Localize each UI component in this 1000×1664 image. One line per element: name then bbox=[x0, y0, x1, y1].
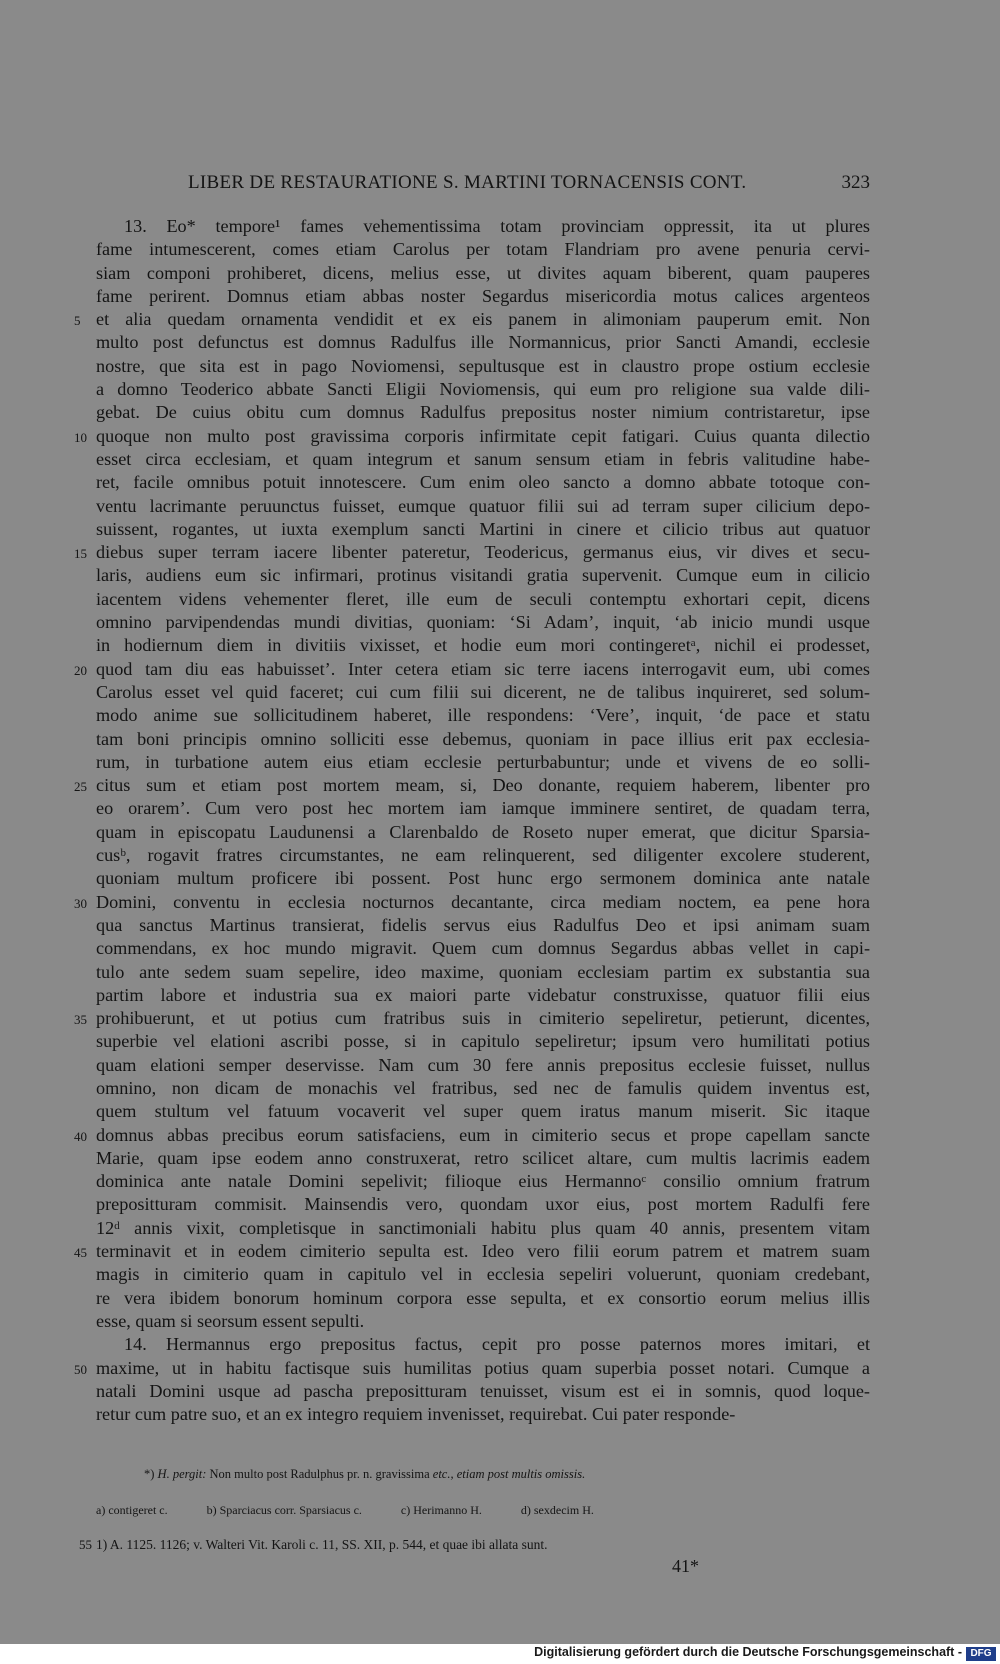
line-text: superbie vel elationi ascribi posse, si in capitulo sepeliretur; ipsum vero humilitati potius bbox=[96, 1031, 870, 1052]
text-line bbox=[96, 961, 870, 984]
text-line bbox=[96, 588, 870, 611]
line-text: eo orarem’. Cum vero post hec mortem iam iamque imminere sentiret, de quadam terra, bbox=[96, 798, 870, 819]
text-line bbox=[96, 378, 870, 401]
footnote-1-text: 1) A. 1125. 1126; v. Walteri Vit. Karoli c. 11, SS. XII, p. 544, et quae ibi allata sunt. bbox=[96, 1537, 548, 1552]
footnote-d: d) sexdecim H. bbox=[520, 1503, 594, 1517]
text-line bbox=[96, 797, 870, 820]
text-line bbox=[96, 285, 870, 308]
line-number: 45 bbox=[74, 1245, 87, 1261]
text-line bbox=[96, 495, 870, 518]
line-text: iacentem videns vehementer fleret, ille eum de seculi contemptu exhortari cepit, dicens bbox=[96, 588, 870, 609]
text-line bbox=[96, 704, 870, 727]
text-line bbox=[96, 1193, 870, 1216]
footer-bar bbox=[0, 1644, 1000, 1664]
line-text: partim labore et industria sua ex maiori parte videbatur construxisse, quatuor filii eius bbox=[96, 984, 870, 1005]
line-text: maxime, ut in habitu factisque suis humilitas potius quam superbia posset notari. Cumque a bbox=[96, 1357, 870, 1378]
text-line bbox=[96, 331, 870, 354]
line-text: quam elationi semper deservisse. Nam cum 30 fere annis prepositus ecclesie fuisset, nullus bbox=[96, 1054, 870, 1075]
line-text: esset circa ecclesiam, et quam integrum et sanum sensum etiam in febris valitudine habe- bbox=[96, 448, 870, 469]
line-number: 5 bbox=[74, 313, 81, 329]
line-text: esse, quam si seorsum essent sepulti. bbox=[96, 1310, 365, 1331]
line-text: ventu lacrimante peruunctus fuisset, eumque quatuor filii sui ad terram super cilicium depo- bbox=[96, 495, 870, 516]
text-line bbox=[74, 308, 870, 331]
text-line bbox=[96, 355, 870, 378]
line-text: gebat. De cuius obitu cum domnus Radulfus prepositus noster nimium contristaretur, ipse bbox=[96, 402, 870, 423]
text-line bbox=[96, 238, 870, 261]
line-number: 20 bbox=[74, 662, 87, 678]
text-line bbox=[96, 1054, 870, 1077]
text-line bbox=[96, 1403, 870, 1426]
text-line bbox=[96, 728, 870, 751]
line-text: fame intumescerent, comes etiam Carolus per totam Flandriam pro avene penuria cervi- bbox=[96, 239, 870, 260]
running-header bbox=[180, 172, 870, 202]
line-text: nostre, que sita est in pago Noviomensi, sepultusque est in claustro prope ostium ecclesie bbox=[96, 355, 870, 376]
line-text: tulo ante sedem suam sepelire, ideo maxime, quoniam ecclesiam partim ex substantia sua bbox=[96, 961, 870, 982]
text-line bbox=[96, 564, 870, 587]
text-line bbox=[96, 751, 870, 774]
line-text: a domno Teoderico abbate Sancti Eligii Noviomensis, qui eum pro religione sua valde dili- bbox=[96, 379, 870, 400]
text-line bbox=[96, 1077, 870, 1100]
line-number: 10 bbox=[74, 429, 87, 445]
text-line bbox=[96, 984, 870, 1007]
line-text: quoque non multo post gravissima corporis infirmitate cepit fatigari. Cuius quanta dilectio bbox=[96, 425, 870, 446]
line-text: Carolus esset vel quid faceret; cui cum filii sui dicerent, ne de talibus inquireret, sed solum- bbox=[96, 681, 870, 702]
text-line bbox=[74, 541, 870, 564]
text-line bbox=[96, 634, 870, 657]
line-text: suissent, rogantes, ut iuxta exemplum sancti Martini in cinere et cilicio tribus aut quatuor bbox=[96, 518, 870, 539]
text-line bbox=[96, 215, 870, 238]
header-title: LIBER DE RESTAURATIONE S. MARTINI TORNACENSIS CONT. bbox=[188, 172, 747, 193]
line-number: 40 bbox=[74, 1128, 87, 1144]
line-text: dominica ante natale Domini sepelivit; filioque eius Hermannoᶜ consilio omnium fratrum bbox=[96, 1171, 870, 1192]
text-line bbox=[96, 1380, 870, 1403]
text-line bbox=[96, 914, 870, 937]
line-text: multo post defunctus est domnus Radulfus ille Normannicus, prior Sancti Amandi, ecclesie bbox=[96, 332, 870, 353]
text-line bbox=[74, 774, 870, 797]
footnote-a: a) contigeret c. bbox=[96, 1503, 168, 1517]
line-text: Marie, quam ipse eodem anno construxerat, retro scilicet altare, cum multis lacrimis eadem bbox=[96, 1147, 870, 1168]
line-text: retur cum patre suo, et an ex integro requiem invenisset, requirebat. Cui pater responde- bbox=[96, 1404, 736, 1425]
text-line bbox=[74, 891, 870, 914]
text-line bbox=[96, 821, 870, 844]
text-line bbox=[74, 1240, 870, 1263]
line-text: omnino, non dicam de monachis vel fratribus, sed nec de famulis quidem inventus est, bbox=[96, 1077, 870, 1098]
line-number: 55 bbox=[79, 1537, 92, 1552]
text-line bbox=[74, 425, 870, 448]
text-line bbox=[96, 681, 870, 704]
line-text: omnino parvipendendas mundi divitias, quoniam: ‘Si Adam’, inquit, ‘ab inicio mundi usque bbox=[96, 612, 870, 633]
line-text: prohibuerunt, et ut potius cum fratribus suis in cimiterio sepeliretur, petierunt, dicentes, bbox=[96, 1008, 870, 1029]
line-text: laris, audiens eum sic infirmari, protinus visitandi gratia supervenit. Cumque eum in cilicio bbox=[96, 565, 870, 586]
dfg-logo: DFG bbox=[966, 1647, 996, 1661]
footnote-star-source: H. pergit: bbox=[157, 1467, 207, 1481]
footnote-variants bbox=[96, 1503, 870, 1518]
line-text: modo anime sue sollicitudinem haberet, ille respondens: ‘Vere’, inquit, ‘de pace et statu bbox=[96, 705, 870, 726]
text-line bbox=[96, 1217, 870, 1240]
line-text: ret, facile omnibus potuit innotescere. Cum enim oleo sancto a domno abbate totoque con- bbox=[96, 472, 870, 493]
line-text: 14. Hermannus ergo prepositus factus, cepit pro posse paternos mores imitari, et bbox=[124, 1334, 870, 1355]
signature-mark: 41* bbox=[672, 1556, 699, 1576]
line-number: 35 bbox=[74, 1012, 87, 1028]
text-line bbox=[96, 262, 870, 285]
text-line bbox=[96, 401, 870, 424]
line-text: re vera ibidem bonorum hominum corpora esse sepulta, et ex consortio eorum melius illis bbox=[96, 1287, 870, 1308]
line-text: commendans, ex hoc mundo migravit. Quem cum domnus Segardus abbas vellet in capi- bbox=[96, 938, 870, 959]
line-number: 25 bbox=[74, 779, 87, 795]
text-line bbox=[96, 471, 870, 494]
text-line bbox=[96, 1333, 870, 1356]
line-text: rum, in turbatione autem eius etiam ecclesie perturbabuntur; unde et vivens de eo solli- bbox=[96, 751, 870, 772]
text-line bbox=[96, 1170, 870, 1193]
text-line bbox=[96, 1263, 870, 1286]
line-text: terminavit et in eodem cimiterio sepulta est. Ideo vero filii eorum patrem et matrem suam bbox=[96, 1241, 870, 1262]
line-text: in hodiernum diem in divitiis vixisset, et hodie eum mori contingeretᵃ, nichil ei prodesset, bbox=[96, 635, 870, 656]
line-number: 50 bbox=[74, 1361, 87, 1377]
text-line bbox=[74, 1357, 870, 1380]
line-text: fame perirent. Domnus etiam abbas noster Segardus misericordia motus calices argenteos bbox=[96, 285, 870, 306]
text-line bbox=[96, 448, 870, 471]
line-text: diebus super terram iacere libenter pateretur, Teodericus, germanus eius, vir dives et secu- bbox=[96, 542, 870, 563]
line-text: et alia quedam ornamenta vendidit et ex eis panem in alimoniam pauperum emit. Non bbox=[96, 309, 870, 330]
text-line bbox=[96, 1147, 870, 1170]
line-text: citus sum et etiam post mortem meam, si, Deo donante, requiem haberem, libenter pro bbox=[96, 775, 870, 796]
line-text: natali Domini usque ad pascha prepositturam tenuisset, visum est ei in somnis, quod loque- bbox=[96, 1380, 870, 1401]
text-line bbox=[96, 937, 870, 960]
page-number: 323 bbox=[841, 172, 870, 193]
line-text: quoniam multum proficere ibi possent. Post hunc ergo sermonem dominica ante natale bbox=[96, 868, 870, 889]
line-text: Domini, conventu in ecclesia nocturnos decantante, circa mediam noctem, ea pene hora bbox=[96, 891, 870, 912]
line-text: 13. Eo* tempore¹ fames vehementissima totam provinciam oppressit, ita ut plures bbox=[124, 216, 870, 236]
text-line bbox=[96, 1030, 870, 1053]
text-line bbox=[96, 1287, 870, 1310]
footnote-c: c) Herimanno H. bbox=[400, 1503, 482, 1517]
line-text: siam componi prohiberet, dicens, melius esse, ut divites aquam biberent, quam pauperes bbox=[96, 262, 870, 283]
line-text: qua sanctus Martinus transierat, fidelis servus eius Radulfus Deo et ipsi animam suam bbox=[96, 914, 870, 935]
line-text: quem stultum vel fatuum vocaverit vel super quem iratus manum miserit. Sic itaque bbox=[96, 1101, 870, 1122]
text-line bbox=[96, 867, 870, 890]
text-line bbox=[74, 658, 870, 681]
line-text: quod tam diu eas habuisset’. Inter cetera etiam sic terre iacens interrogavit eum, ubi comes bbox=[96, 658, 870, 679]
line-text: magis in cimiterio quam in capitulo vel in ecclesia sepeliri voluerunt, quoniam credebant, bbox=[96, 1264, 870, 1285]
line-text: quam in episcopatu Laudunensi a Clarenbaldo de Roseto nuper emerat, que dicitur Sparsia- bbox=[96, 821, 870, 842]
text-line bbox=[74, 1007, 870, 1030]
line-text: prepositturam commisit. Mainsendis vero, quondam uxor eius, post mortem Radulfi fere bbox=[96, 1194, 870, 1215]
line-text: cusᵇ, rogavit fratres circumstantes, ne eam relinquerent, sed diligenter excolere studerent, bbox=[96, 845, 870, 866]
line-text: 12ᵈ annis vixit, completisque in sanctimoniali habitu plus quam 40 annis, presentem vitam bbox=[96, 1217, 870, 1238]
footnote-1 bbox=[79, 1537, 870, 1553]
footnote-star-tail: etc., etiam post multis omissis. bbox=[432, 1467, 586, 1481]
text-line bbox=[96, 518, 870, 541]
text-line bbox=[96, 1310, 870, 1333]
footer-text: Digitalisierung gefördert durch die Deutsche Forschungsgemeinschaft - bbox=[534, 1645, 962, 1659]
footnote-b: b) Sparciacus corr. Sparsiacus c. bbox=[206, 1503, 362, 1517]
text-line bbox=[96, 844, 870, 867]
footnote-star-mark: *) bbox=[144, 1467, 155, 1481]
line-text: domnus abbas precibus eorum satisfaciens, eum in cimiterio secus et prope capellam sancte bbox=[96, 1124, 870, 1145]
footnote-star bbox=[96, 1467, 918, 1482]
main-text bbox=[74, 215, 870, 1426]
text-line bbox=[96, 1100, 870, 1123]
line-number: 15 bbox=[74, 546, 87, 562]
text-line bbox=[96, 611, 870, 634]
text-line bbox=[74, 1124, 870, 1147]
line-number: 30 bbox=[74, 895, 87, 911]
line-text: tam boni principis omnino solliciti esse debemus, quoniam in pace illius erit pax ecclesia- bbox=[96, 728, 870, 749]
footnote-star-text: Non multo post Radulphus pr. n. gravissima bbox=[209, 1467, 430, 1481]
